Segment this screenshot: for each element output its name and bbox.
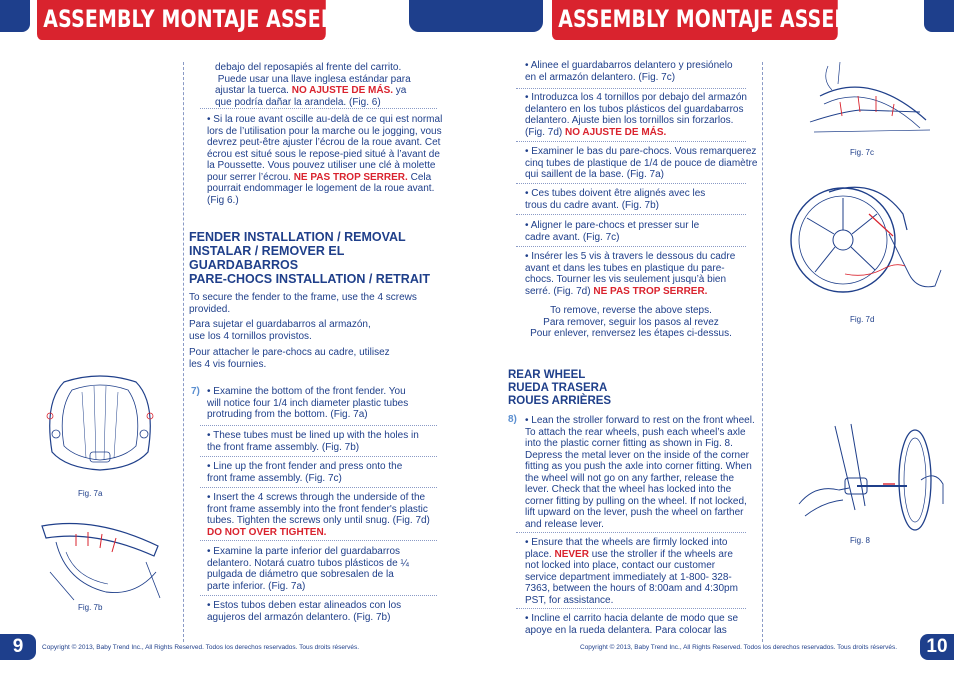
separator [516, 246, 746, 247]
reverse-steps-note: To remove, reverse the above steps. Para remover, seguir los pasos al revez Pour enlever, renversez les étapes ci-dessus. [530, 305, 732, 339]
separator [200, 595, 437, 596]
fender-intro-fr: Pour attacher le pare-chocs au cadre, utilisez les 4 vis fournies. [189, 347, 390, 370]
fig-7b-fender-illustration [36, 512, 164, 602]
fender-heading: FENDER INSTALLATION / REMOVAL INSTALAR / REMOVER EL GUARDABARROS PARE-CHOCS INSTALLATION / RETRAIT [189, 230, 430, 286]
fr-bullet-examine: • Examiner le bas du pare-chocs. Vous remarquerez cinq tubes de plastique de 1/4 de pouce de diamètre qui saillent de la base. (Fig. 7a) [525, 146, 758, 180]
fig-7a-caption: Fig. 7a [78, 489, 103, 498]
left-column-rule [183, 62, 184, 642]
step-7-bullet-3: • Line up the front fender and press onto the front frame assembly. (Fig. 7c) [207, 461, 403, 484]
separator [200, 487, 437, 488]
step-7-number: 7) [191, 386, 200, 397]
step-7-bullet-6: • Estos tubos deben estar alineados con los agujeros del armazón delantero. (Fig. 7b) [207, 600, 402, 623]
fig-8-caption: Fig. 8 [850, 536, 871, 545]
fig-7d-caption: Fig. 7d [850, 315, 875, 324]
step-7-bullet-5: • Examine la parte inferior del guardabarros delantero. Notará cuatro tubos plásticos de ¼ pulgada de diámetro que sobresalen de la parte inferior. (Fig. 7a) [207, 546, 409, 592]
fig-7c-fender-illustration [800, 60, 940, 146]
separator [516, 608, 746, 609]
separator [200, 540, 437, 541]
fig-7b-caption: Fig. 7b [78, 603, 103, 612]
step-7-bullet-4: • Insert the 4 screws through the underside of the front frame assembly into the front fender's plastic tubes. Tighten the screws only until snug. (Fig. 7d) DO NOT OVER TIGHTEN. [207, 492, 430, 538]
separator [516, 141, 746, 142]
es-bullet-align-fender: • Alinee el guardabarros delantero y presiónelo en el armazón delantero. (Fig. 7c) [525, 60, 733, 83]
step-7-bullet-1: • Examine the bottom of the front fender. You will notice four 1/4 inch diameter plastic tubes protruding from the bottom. (Fig. 7a) [207, 386, 409, 420]
page-title-left: ASSEMBLY MONTAJE ASSEMBLEE [37, 0, 326, 40]
fig-7a-fender-illustration [36, 372, 164, 484]
separator [516, 88, 746, 89]
fig-8-rear-wheel-illustration [795, 420, 945, 532]
es-bullet-insert-screws: • Introduzca los 4 tornillos por debajo del armazón delantero en los tubos plásticos del guardabarros delantero. Ajuste bien los tornillos sin forzarlos. (Fig. 7d) NO AJUSTE DE MÁS. [525, 92, 747, 138]
page-number-right: 10 [920, 634, 954, 660]
header-center-tab [409, 0, 543, 32]
fr-front-wheel-nut-text: • Si la roue avant oscille au-delà de ce qui est normal lors de l’utilisation pour la marche ou le jogging, vous devrez peut-être ajuster l’écrou de la roue avant. Cet écrou est situé sous le repose-pied situé à l’avant de la Poussette. Vous pouvez utiliser une clé à molette pour serrer l’écrou. NE PAS TROP SERRER. Cela pourrait endommager le logement de la roue avant. (Fig 6.) [207, 114, 443, 206]
step-8-bullet-2: • Ensure that the wheels are firmly locked into place. NEVER use the stroller if the wheels are not locked into place, contact our customer service department immediately at 1-800- 328-7363, between the hours of 8:00am and 4:30pm PST, for assistance. [525, 537, 738, 606]
step-8-warning: NEVER [554, 548, 589, 560]
fr-bullet-align-tubes: • Ces tubes doivent être alignés avec les trous du cadre avant. (Fig. 7b) [525, 188, 706, 211]
fr-fender-warning: NE PAS TROP SERRER. [593, 285, 708, 297]
es-front-wheel-nut-text: debajo del reposapiés al frente del carrito. Puede usar una llave inglesa estándar para ajustar la tuerca. NO AJUSTE DE MÁS. ya que podría dañar la arandela. (Fig. 6) [215, 62, 411, 108]
separator [516, 532, 746, 533]
header-right-tab [924, 0, 954, 32]
fr-bullet-press: • Aligner le pare-chocs et presser sur le cadre avant. (Fig. 7c) [525, 220, 700, 243]
fender-intro-en: To secure the fender to the frame, use the 4 screws provided. [189, 292, 417, 315]
step-7-bullet-2: • These tubes must be lined up with the holes in the front frame assembly. (Fig. 7b) [207, 430, 419, 453]
step-8-bullet-3: • Incline el carrito hacia delante de modo que se apoye en la rueda delantera. Para colocar las [525, 613, 739, 636]
page-title-right: ASSEMBLY MONTAJE ASSEMBLEE [552, 0, 838, 40]
fr-bullet-insert-screws: • Insérer les 5 vis à travers le dessous du cadre avant et dans les tubes en plastique du pare-chocs. Tourner les vis seulement jusqu’à bien serré. (Fig. 7d) NE PAS TROP SERRER. [525, 251, 736, 297]
page-number-left: 9 [0, 634, 36, 660]
copyright-right: Copyright © 2013, Baby Trend Inc., All Rights Reserved. Todos los derechos reservados. Tous droits réservés. [580, 644, 898, 651]
separator [200, 108, 437, 109]
step-7-warning: DO NOT OVER TIGHTEN. [207, 526, 327, 538]
copyright-left: Copyright © 2013, Baby Trend Inc., All Rights Reserved. Todos los derechos reservados. Tous droits réservés. [42, 644, 360, 651]
fig-7c-caption: Fig. 7c [850, 148, 875, 157]
es-fender-warning: NO AJUSTE DE MÁS. [565, 126, 667, 138]
right-column-rule [762, 62, 763, 642]
separator [200, 456, 437, 457]
fender-intro-es: Para sujetar el guardabarros al armazón, use los 4 tornillos provistos. [189, 319, 371, 342]
separator [516, 214, 746, 215]
fig-7d-wheel-illustration [785, 174, 945, 306]
step-8-bullet-1: • Lean the stroller forward to rest on the front wheel. To attach the rear wheels, push each wheel’s axle into the plastic corner fitting as shown in Fig. 8. Depress the metal lever on the inside of the corner fitting as you push the axle into corner fitting. When the wheel will not go on any farther, release the lever. Check that the wheel has locked into the corner fitting by pulling on the wheel. If not locked, lift upward on the lever, push the wheel on farther and release lever. [525, 415, 755, 530]
fr-warning: NE PAS TROP SERRER. [293, 171, 408, 183]
header-left-tab [0, 0, 30, 32]
separator [200, 425, 437, 426]
rear-wheel-heading: REAR WHEEL RUEDA TRASERA ROUES ARRIÈRES [508, 369, 612, 407]
step-8-number: 8) [508, 414, 517, 425]
es-warning: NO AJUSTE DE MÁS. [291, 85, 394, 96]
separator [516, 183, 746, 184]
